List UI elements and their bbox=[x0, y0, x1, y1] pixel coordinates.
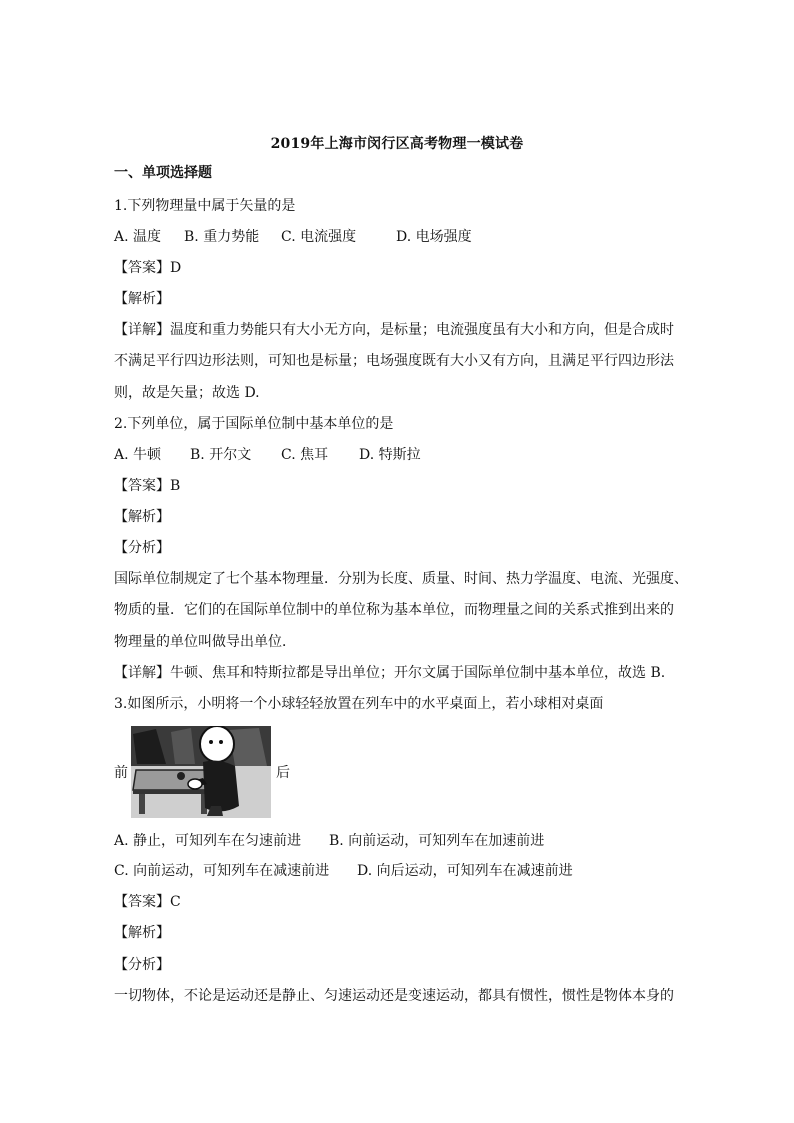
q2-options bbox=[114, 445, 684, 465]
q1-analysis-label: 【解析】 bbox=[114, 291, 170, 307]
q3-option-a: A. 静止，可知列车在匀速前进 bbox=[114, 833, 302, 849]
q2-option-b: B. 开尔文 bbox=[190, 447, 252, 463]
person-eye bbox=[219, 740, 223, 744]
q1-option-d: D. 电场强度 bbox=[396, 229, 472, 245]
q3-fenxi-line: 一切物体，不论是运动还是静止、匀速运动还是变速运动，都具有惯性，惯性是物体本身的 bbox=[114, 988, 674, 1004]
table-leg bbox=[139, 794, 145, 814]
q3-options-row-2 bbox=[114, 861, 684, 881]
q3-option-b: B. 向前运动，可知列车在加速前进 bbox=[329, 833, 545, 849]
q2-analysis-label: 【解析】 bbox=[114, 509, 170, 525]
person-body bbox=[203, 761, 239, 812]
q2-option-a: A. 牛顿 bbox=[114, 447, 162, 463]
q1-answer: 【答案】D bbox=[114, 260, 182, 276]
train-table-figure bbox=[114, 726, 294, 822]
train-illustration bbox=[131, 726, 271, 818]
figure-label-back: 后 bbox=[276, 765, 290, 781]
q2-detail: 【详解】牛顿、焦耳和特斯拉都是导出单位；开尔文属于国际单位制中基本单位，故选 B. bbox=[114, 665, 666, 681]
q1-detail-line: 不满足平行四边形法则，可知也是标量；电场强度既有大小又有方向，且满足平行四边形法 bbox=[114, 353, 674, 369]
q3-options-row-1 bbox=[114, 831, 684, 851]
q1-options bbox=[114, 227, 684, 247]
q2-fenxi-line: 国际单位制规定了七个基本物理量．分别为长度、质量、时间、热力学温度、电流、光强度、 bbox=[114, 571, 688, 587]
seat-shape bbox=[171, 728, 195, 764]
q3-analysis-label: 【解析】 bbox=[114, 925, 170, 941]
q2-fenxi-line: 物理量的单位叫做导出单位． bbox=[114, 634, 296, 650]
q2-option-c: C. 焦耳 bbox=[281, 447, 329, 463]
q2-fenxi-line: 物质的量．它们的在国际单位制中的单位称为基本单位，而物理量之间的关系式推到出来的 bbox=[114, 602, 674, 618]
q3-fenxi-label: 【分析】 bbox=[114, 957, 170, 973]
q1-option-c: C. 电流强度 bbox=[281, 229, 357, 245]
q3-stem: 3.如图所示，小明将一个小球轻轻放置在列车中的水平桌面上，若小球相对桌面 bbox=[114, 696, 604, 712]
q2-stem: 2.下列单位，属于国际单位制中基本单位的是 bbox=[114, 416, 394, 432]
person-eye bbox=[209, 740, 213, 744]
q1-detail-line: 则，故是矢量；故选 D. bbox=[114, 385, 260, 401]
q1-option-a: A. 温度 bbox=[114, 229, 162, 245]
q2-answer: 【答案】B bbox=[114, 478, 181, 494]
figure-label-front: 前 bbox=[114, 765, 128, 781]
q2-fenxi-label: 【分析】 bbox=[114, 540, 170, 556]
page-title: 2019年上海市闵行区高考物理一模试卷 bbox=[270, 136, 524, 152]
ball-icon bbox=[177, 772, 185, 780]
q2-option-d: D. 特斯拉 bbox=[359, 447, 421, 463]
person-hand bbox=[188, 779, 202, 789]
section-heading: 一、单项选择题 bbox=[114, 165, 212, 181]
q1-option-b: B. 重力势能 bbox=[184, 229, 260, 245]
person-head bbox=[200, 726, 234, 762]
q1-stem: 1.下列物理量中属于矢量的是 bbox=[114, 198, 296, 214]
q1-detail-line: 【详解】温度和重力势能只有大小无方向，是标量；电流强度虽有大小和方向，但是合成时 bbox=[114, 322, 674, 338]
q3-option-d: D. 向后运动，可知列车在减速前进 bbox=[357, 863, 573, 879]
q3-answer: 【答案】C bbox=[114, 894, 181, 910]
q3-option-c: C. 向前运动，可知列车在减速前进 bbox=[114, 863, 330, 879]
